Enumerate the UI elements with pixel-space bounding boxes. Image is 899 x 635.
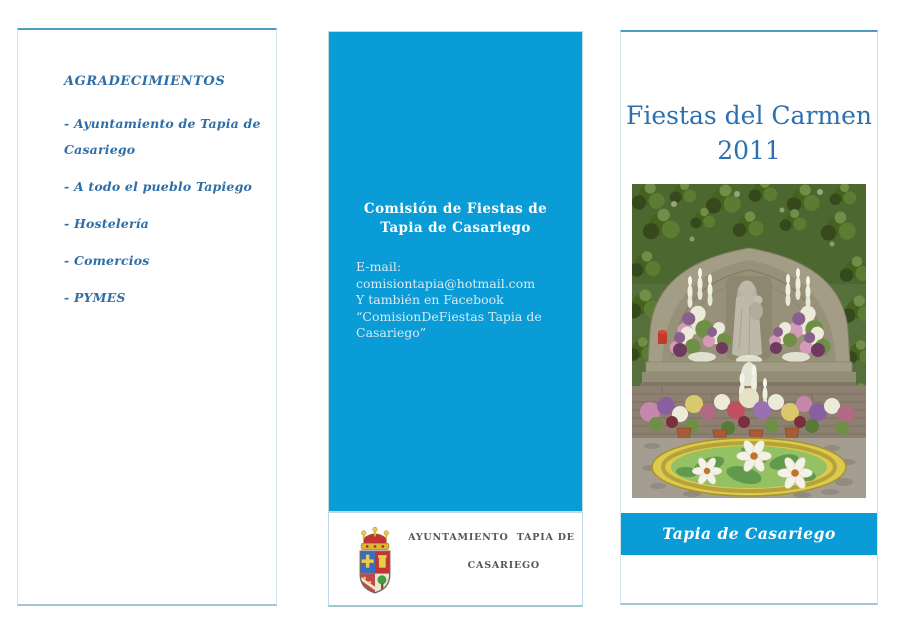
tapia-coat-of-arms-icon <box>349 522 401 596</box>
facebook-page-name: “ComisionDeFiestas Tapia de <box>356 308 542 324</box>
acknowledgements-heading: AGRADECIMIENTOS <box>64 74 226 89</box>
org-name <box>401 531 582 587</box>
facebook-text: Y también en Facebook <box>356 292 504 307</box>
org-name-line1: AYUNTAMIENTO TAPIA DE <box>408 532 575 543</box>
commission-heading: Comisión de Fiestas de Tapia de Casariego <box>363 201 548 236</box>
contact-block <box>329 259 582 342</box>
shrine-photo <box>632 184 866 498</box>
acknowledgement-item: - PYMES <box>64 290 126 305</box>
panel-contact <box>328 31 583 512</box>
acknowledgements-content <box>18 30 276 311</box>
org-name-line2: CASARIEGO <box>467 560 540 571</box>
acknowledgement-item: - Ayuntamiento de Tapia de Casariego <box>64 116 261 157</box>
email-text: E-mail: comisiontapia@hotmail.com <box>356 259 536 291</box>
facebook-page-name: Casariego” <box>356 325 427 340</box>
panel-acknowledgements <box>17 28 277 606</box>
acknowledgement-item: - Hostelería <box>64 216 149 231</box>
cover-title-line1: Fiestas del Carmen <box>625 101 873 130</box>
acknowledgement-item: - Comercios <box>64 253 150 268</box>
cover-title <box>621 98 877 168</box>
location-banner: Tapia de Casariego <box>621 513 877 555</box>
panel-cover <box>620 30 878 605</box>
cover-title-line2: 2011 <box>717 136 781 165</box>
acknowledgement-item: - A todo el pueblo Tapiego <box>64 179 253 194</box>
footer-box <box>328 512 583 607</box>
